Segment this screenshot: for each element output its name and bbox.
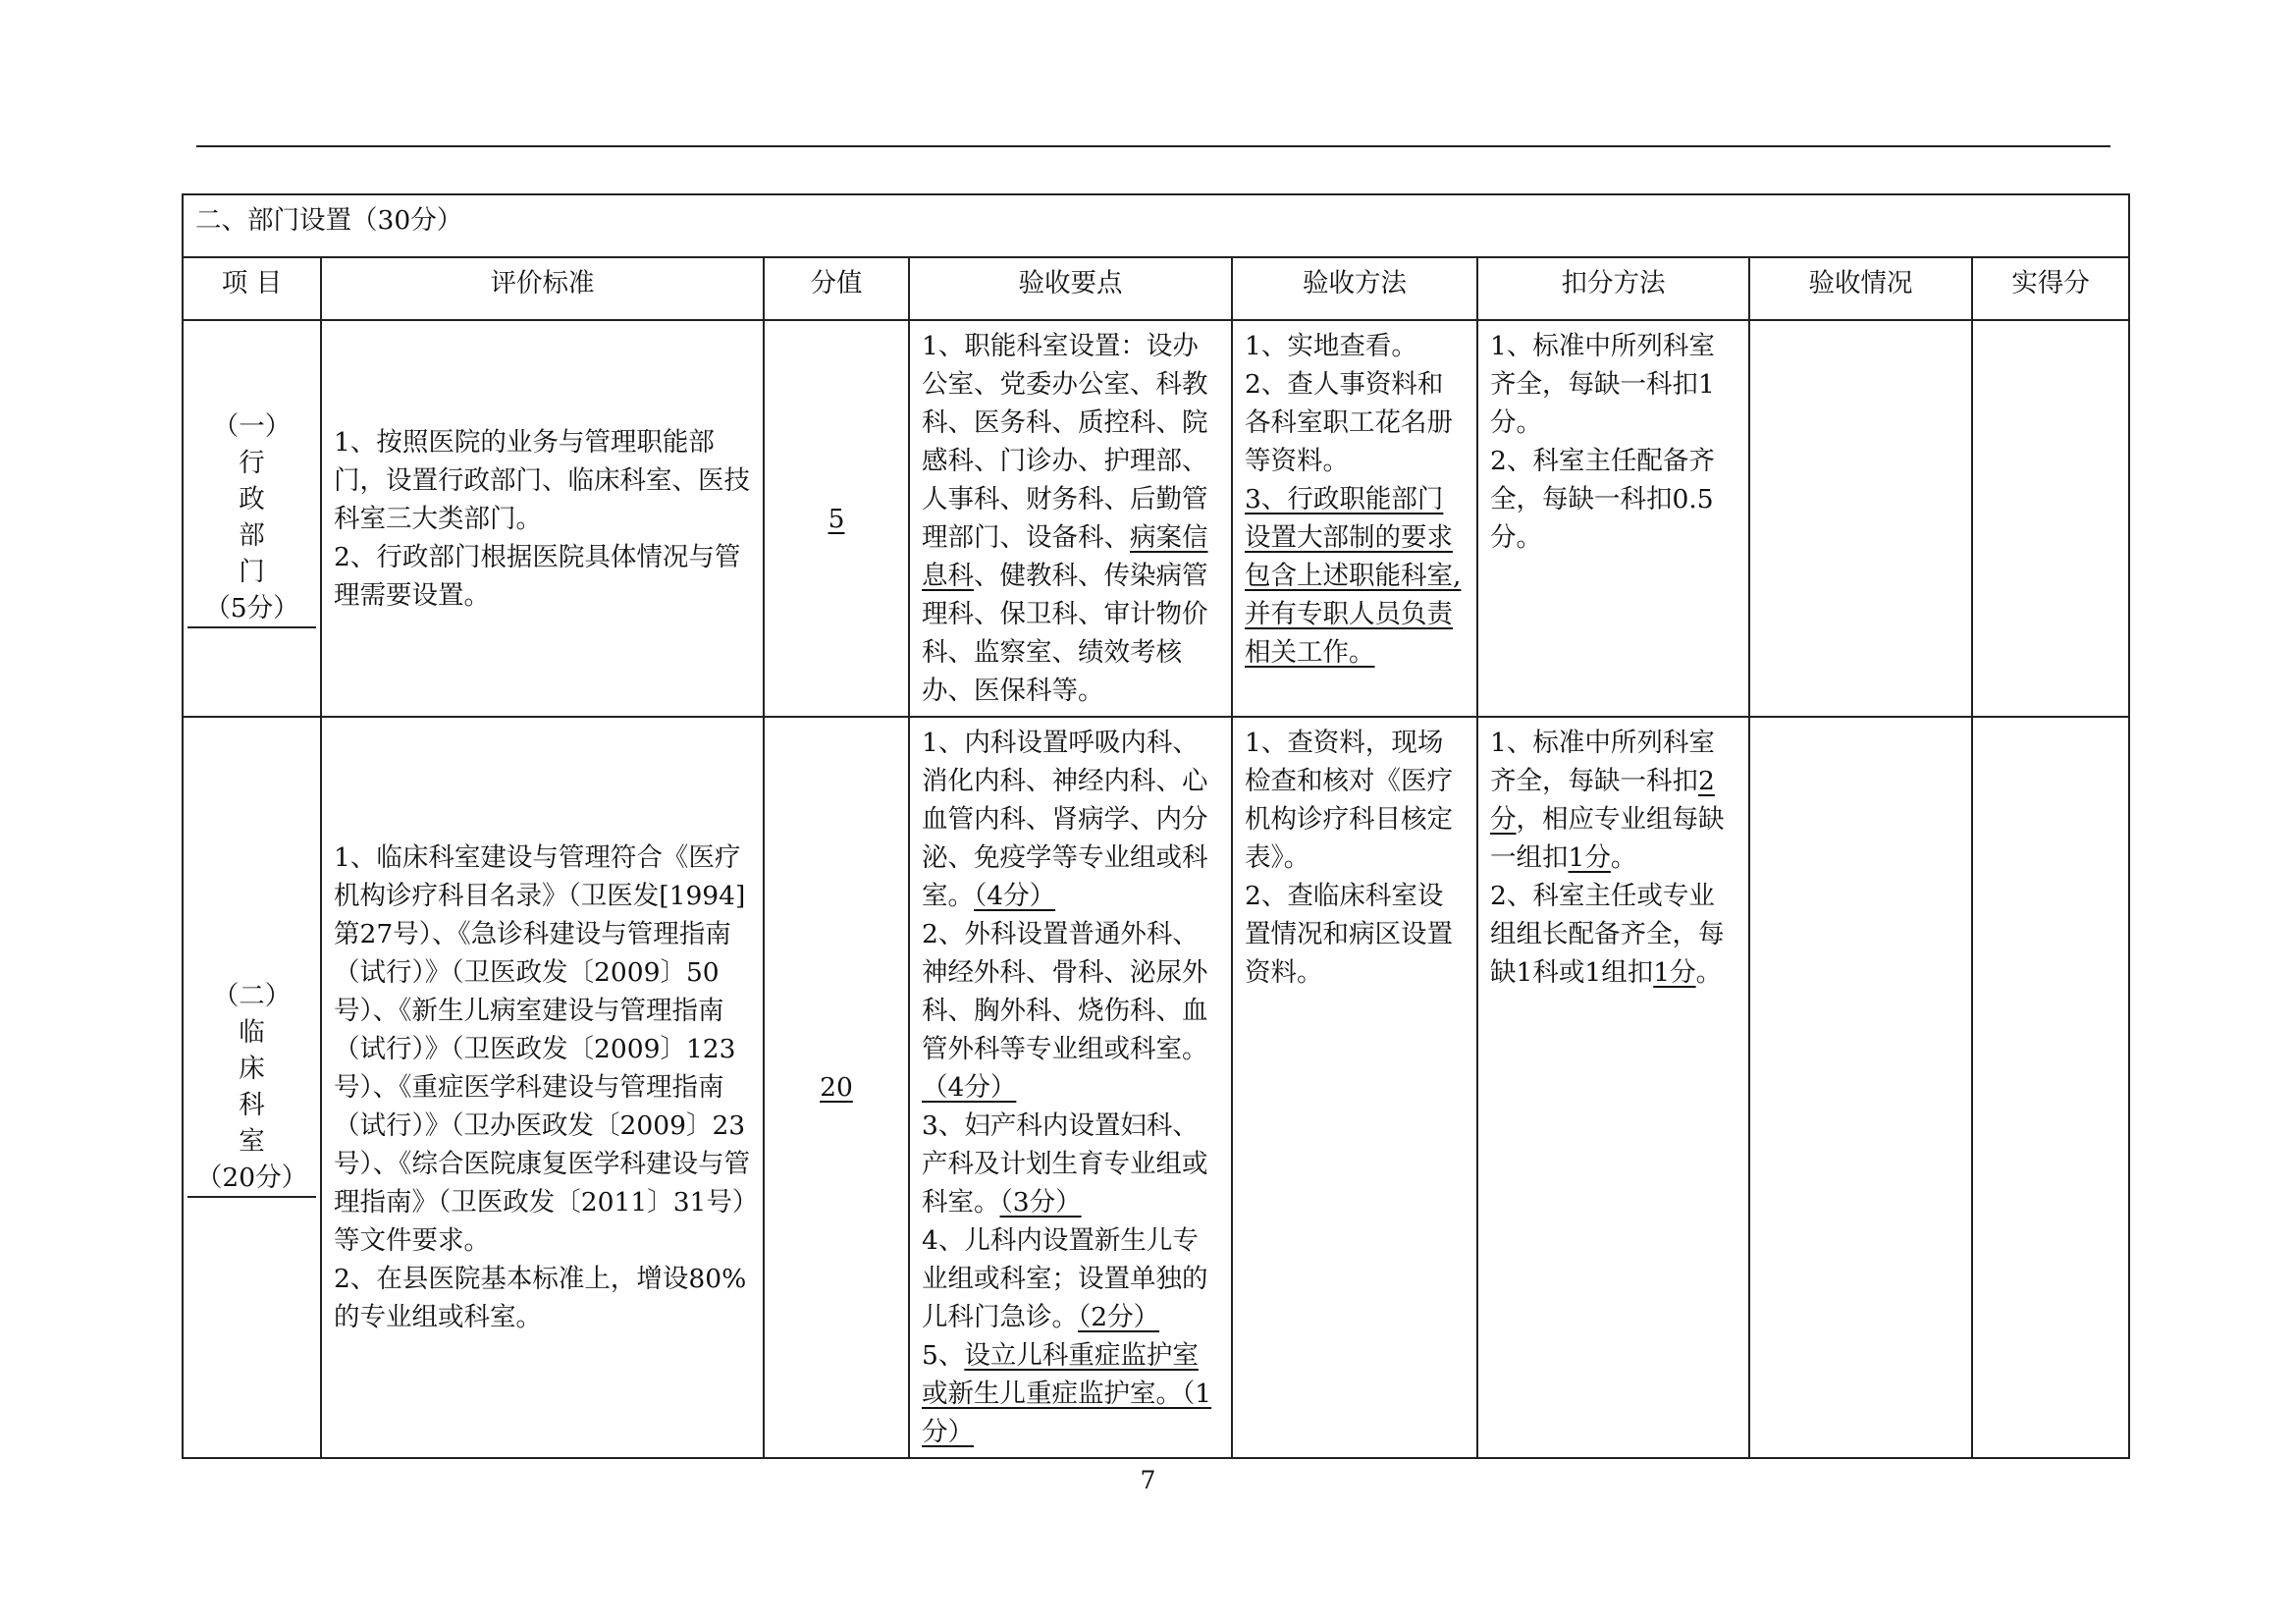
col-header-method: 验收方法: [1232, 257, 1477, 320]
key-points-cell: [909, 320, 1232, 717]
criteria-line: 2、在县医院基本标准上，增设80%的专业组或科室。: [334, 1264, 747, 1332]
page-number: 7: [1140, 1466, 1156, 1494]
item-char: 临: [239, 1016, 265, 1048]
actual-score-cell[interactable]: [1972, 717, 2129, 1458]
criteria-line: 1、按照医院的业务与管理职能部门，设置行政部门、临床科室、医技科室三大类部门。: [334, 426, 750, 534]
col-header-item: 项 目: [183, 257, 321, 320]
deduction-line: 2、科室主任配备齐全，每缺一科扣0.5分。: [1490, 446, 1715, 553]
method-line: 1、实地查看。: [1245, 331, 1417, 361]
actual-score-cell[interactable]: [1972, 320, 2129, 717]
score-cell: [764, 320, 909, 717]
item-char: 行: [239, 448, 265, 478]
item-char: 部: [239, 520, 265, 551]
deduction-text: 。: [1610, 842, 1637, 873]
deduction-line: 1、标准中所列科室齐全，每缺一科扣1分。: [1490, 331, 1715, 438]
key-point-text: 3、妇产科内设置妇科、产科及计划生育专业组或科室。: [922, 1110, 1208, 1218]
col-header-score: 分值: [764, 257, 909, 320]
item-char: 科: [239, 1089, 265, 1120]
score-cell: [764, 717, 909, 1458]
evaluation-table: [182, 193, 2130, 1459]
method-cell: [1232, 320, 1477, 717]
key-point-text: 4、儿科内设置新生儿专业组或科室；设置单独的儿科门急诊。: [922, 1225, 1208, 1332]
item-char: 床: [239, 1053, 265, 1084]
criteria-line: 1、临床科室建设与管理符合《医疗机构诊疗科目名录》（卫医发[1994]第27号）、《急诊科建设与管理指南（试行）》（卫医政发〔2009〕50号）、《新生儿病室建设与管理指南（试行）》（卫医政发〔2009〕123号）、《重症医学科建设与管理指南（试行）》（卫办医政发〔2009〕23号）、《综合医院康复医学科建设与管理指南》（卫医政发〔2011〕31号）等文件要求。: [334, 842, 750, 1256]
col-header-deduction: 扣分方法: [1477, 257, 1749, 320]
method-line: 2、查人事资料和各科室职工花名册等资料。: [1245, 369, 1453, 476]
key-point-text: 5、: [922, 1340, 965, 1371]
key-point-text: 1、职能科室设置：设办公室、党委办公室、科教科、医务科、质控科、院感科、门诊办、护理部、人事科、财务科、后勤管理部门、设备科、: [922, 331, 1208, 553]
item-char: 政: [239, 484, 265, 514]
key-point-text: 1、内科设置呼吸内科、消化内科、神经内科、心血管内科、肾病学、内分泌、免疫学等专业组或科室。: [922, 728, 1208, 911]
status-cell[interactable]: [1749, 320, 1972, 717]
criteria-cell: [321, 320, 764, 717]
section-title: 二、部门设置（30分）: [183, 194, 2129, 257]
item-score: （5分）: [187, 590, 316, 628]
key-point: [922, 1336, 1219, 1451]
deduction-points: 1分: [1653, 957, 1696, 988]
deduction-text: ，相应专业组每缺一组扣: [1490, 804, 1725, 873]
deduction-line: [1490, 877, 1736, 992]
table-row: [183, 717, 2129, 1458]
item-char: 室: [239, 1125, 265, 1157]
table-row: [183, 320, 2129, 717]
item-cell: [183, 320, 321, 717]
col-header-actual: 实得分: [1972, 257, 2129, 320]
item-cell: [183, 717, 321, 1458]
deduction-points: 2分: [1490, 766, 1715, 835]
method-line-underlined: 3、行政职能部门设置大部制的要求包含上述职能科室,并有专职人员负责相关工作。: [1245, 484, 1462, 668]
deduction-points: 1分: [1568, 842, 1611, 873]
col-header-key-points: 验收要点: [909, 257, 1232, 320]
item-score: （20分）: [187, 1160, 316, 1198]
method-cell: [1232, 717, 1477, 1458]
status-cell[interactable]: [1749, 717, 1972, 1458]
item-number: （二）: [212, 980, 292, 1011]
col-header-status: 验收情况: [1749, 257, 1972, 320]
key-point: [922, 915, 1219, 1107]
key-point-underlined: 设立儿科重症监护室或新生儿重症监护室。: [922, 1340, 1199, 1409]
key-point: [922, 1107, 1219, 1221]
key-point-underlined: 病案信息科: [922, 522, 1208, 591]
deduction-line: [1490, 724, 1736, 877]
deduction-cell: [1477, 717, 1749, 1458]
header-row: [183, 257, 2129, 320]
method-line: 1、查资料，现场检查和核对《医疗机构诊疗科目核定表》。: [1245, 728, 1453, 873]
key-point-score: （3分）: [999, 1187, 1082, 1218]
col-header-criteria: 评价标准: [321, 257, 764, 320]
deduction-text: 1、标准中所列科室齐全，每缺一科扣: [1490, 728, 1715, 796]
score-value: 5: [828, 503, 845, 534]
item-char: 门: [239, 557, 265, 587]
score-value: 20: [820, 1072, 853, 1103]
deduction-text: 。: [1695, 957, 1723, 988]
key-point: [922, 1221, 1219, 1336]
key-point-score: （4分）: [974, 881, 1056, 911]
criteria-line: 2、行政部门根据医院具体情况与管理需要设置。: [334, 541, 741, 611]
deduction-cell: [1477, 320, 1749, 717]
key-point-text: 、健教科、传染病管理科、保卫科、审计物价科、监察室、绩效考核办、医保科等。: [922, 561, 1208, 706]
criteria-cell: [321, 717, 764, 1458]
key-point-text: 2、外科设置普通外科、神经外科、骨科、泌尿外科、胸外科、烧伤科、血管外科等专业组或科室。: [922, 919, 1208, 1064]
item-number: （一）: [212, 411, 292, 442]
key-point: [922, 724, 1219, 915]
key-point-score: （1分）: [922, 1379, 1212, 1447]
header-rule: [196, 145, 2110, 147]
deduction-text: 2、科室主任或专业组组长配备齐全，每缺1科或1组扣: [1490, 881, 1725, 988]
method-line: 2、查临床科室设置情况和病区设置资料。: [1245, 881, 1453, 988]
key-points-cell: [909, 717, 1232, 1458]
key-point-score: （4分）: [922, 1072, 1017, 1103]
section-row: [183, 194, 2129, 257]
key-point-score: （2分）: [1078, 1302, 1160, 1332]
